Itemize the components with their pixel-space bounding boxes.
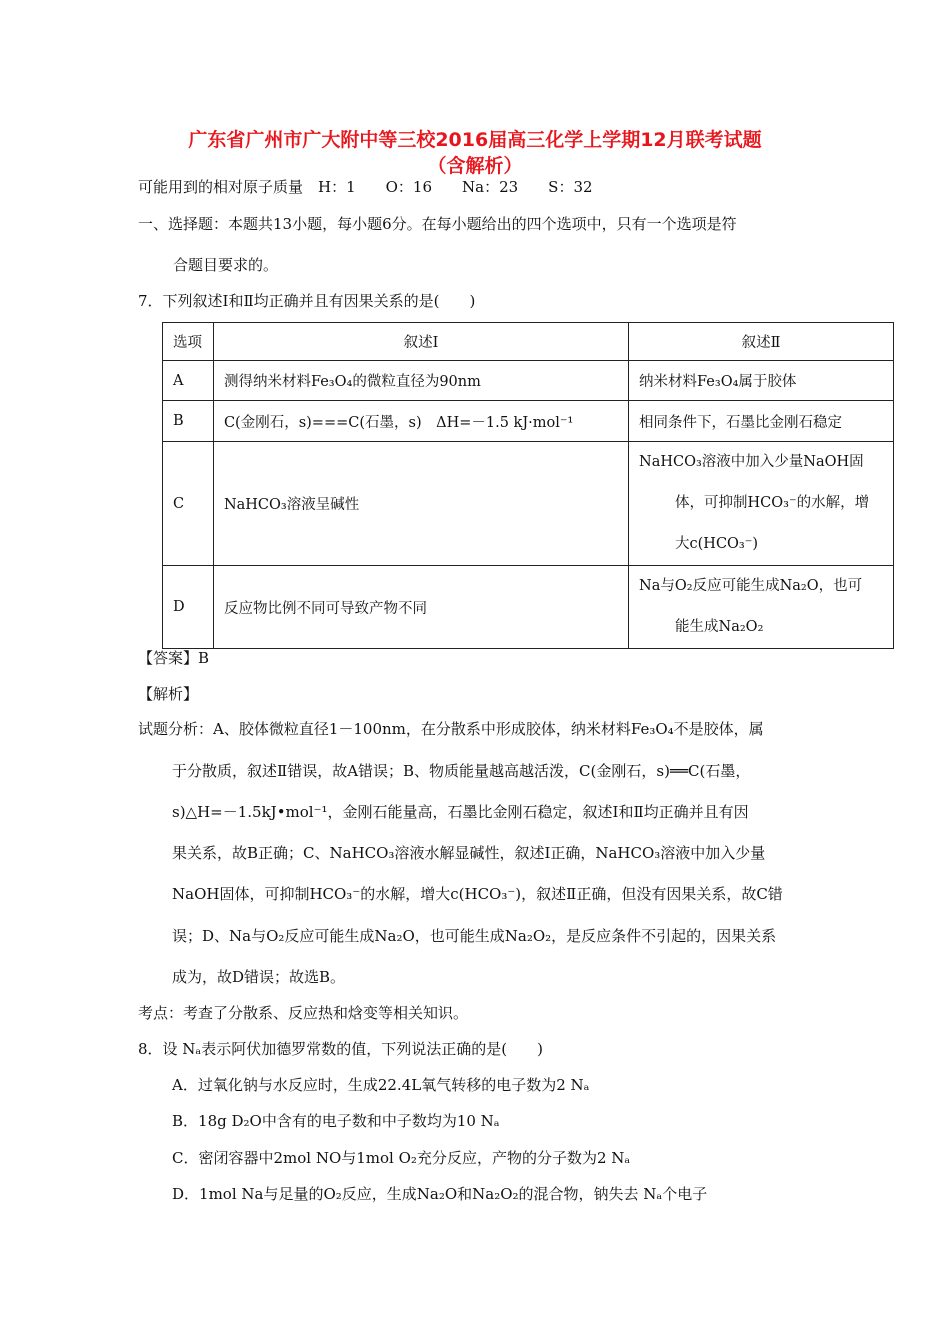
analysis-line: 误；D、Na与O₂反应可能生成Na₂O，也可能生成Na₂O₂，是反应条件不引起的，因果关系 — [172, 927, 777, 945]
row-b-statement-2: 相同条件下，石墨比金刚石稳定 — [629, 401, 894, 442]
q7-kaodian: 考点：考查了分散系、反应热和焓变等相关知识。 — [138, 1004, 469, 1022]
table-row-c — [163, 442, 894, 566]
row-d-statement-2-line: Na与O₂反应可能生成Na₂O，也可 — [639, 578, 863, 594]
row-d-option: D — [163, 566, 214, 649]
row-b-statement-1: C(金刚石，s)===C(石墨，s) ΔH=－1.5 kJ·mol⁻¹ — [213, 401, 628, 442]
analysis-line: NaOH固体，可抑制HCO₃⁻的水解，增大c(HCO₃⁻)，叙述Ⅱ正确，但没有因果关系，故C错 — [172, 885, 783, 903]
q8-option-c: C．密闭容器中2mol NO与1mol O₂充分反应，产物的分子数为2 Nₐ — [172, 1149, 631, 1167]
q8-option-a: A．过氧化钠与水反应时，生成22.4L氧气转移的电子数为2 Nₐ — [172, 1076, 590, 1094]
header-option: 选项 — [163, 323, 214, 361]
analysis-line: s)△H=－1.5kJ•mol⁻¹，金刚石能量高，石墨比金刚石稳定，叙述Ⅰ和Ⅱ均正确并且有因 — [172, 803, 749, 821]
atomic-masses-line: 可能用到的相对原子质量 H：1 O：16 Na：23 S：32 — [138, 178, 593, 196]
row-c-statement-2-line: 体，可抑制HCO₃⁻的水解，增 — [675, 495, 870, 511]
section-heading: 一、选择题：本题共13小题，每小题6分。在每小题给出的四个选项中，只有一个选项是符 — [138, 215, 737, 233]
table-row-a — [163, 361, 894, 401]
row-a-statement-1: 测得纳米材料Fe₃O₄的微粒直径为90nm — [213, 361, 628, 401]
analysis-line: 试题分析：A、胶体微粒直径1－100nm，在分散系中形成胶体，纳米材料Fe₃O₄不是胶体，属 — [138, 720, 764, 738]
analysis-line: 成为，故D错误；故选B。 — [172, 968, 346, 986]
row-c-statement-2 — [629, 442, 894, 566]
row-d-statement-2-line: 能生成Na₂O₂ — [675, 619, 764, 635]
q8-option-b: B．18g D₂O中含有的电子数和中子数均为10 Nₐ — [172, 1112, 500, 1130]
table-row-d — [163, 566, 894, 649]
row-a-statement-2: 纳米材料Fe₃O₄属于胶体 — [629, 361, 894, 401]
row-d-statement-2 — [629, 566, 894, 649]
section-heading-cont: 合题目要求的。 — [173, 256, 279, 274]
analysis-line: 于分散质，叙述Ⅱ错误，故A错误；B、物质能量越高越活泼，C(金刚石，s)══C(石墨， — [172, 762, 751, 780]
header-statement-1: 叙述Ⅰ — [213, 323, 628, 361]
row-b-option: B — [163, 401, 214, 442]
row-a-option: A — [163, 361, 214, 401]
row-d-statement-1: 反应物比例不同可导致产物不同 — [213, 566, 628, 649]
analysis-line: 果关系，故B正确；C、NaHCO₃溶液水解显碱性，叙述Ⅰ正确，NaHCO₃溶液中加入少量 — [172, 844, 766, 862]
question-7-table — [162, 322, 894, 649]
table-row-b — [163, 401, 894, 442]
row-c-statement-2-line: NaHCO₃溶液中加入少量NaOH固 — [639, 454, 864, 470]
row-c-statement-1: NaHCO₃溶液呈碱性 — [213, 442, 628, 566]
q8-option-d: D．1mol Na与足量的O₂反应，生成Na₂O和Na₂O₂的混合物，钠失去 Nₐ个电子 — [172, 1185, 708, 1203]
row-c-option: C — [163, 442, 214, 566]
document-subtitle: （含解析） — [427, 155, 523, 177]
table-header-row — [163, 323, 894, 361]
row-c-statement-2-line: 大c(HCO₃⁻) — [675, 536, 759, 552]
question-8-stem: 8．设 Nₐ表示阿伏加德罗常数的值，下列说法正确的是( ) — [138, 1040, 543, 1058]
header-statement-2: 叙述Ⅱ — [629, 323, 894, 361]
document-title: 广东省广州市广大附中等三校2016届高三化学上学期12月联考试题 — [188, 129, 762, 151]
q7-analysis-label: 【解析】 — [138, 685, 199, 703]
q7-answer: 【答案】B — [138, 649, 210, 667]
question-7-stem: 7．下列叙述Ⅰ和Ⅱ均正确并且有因果关系的是( ) — [138, 292, 476, 310]
